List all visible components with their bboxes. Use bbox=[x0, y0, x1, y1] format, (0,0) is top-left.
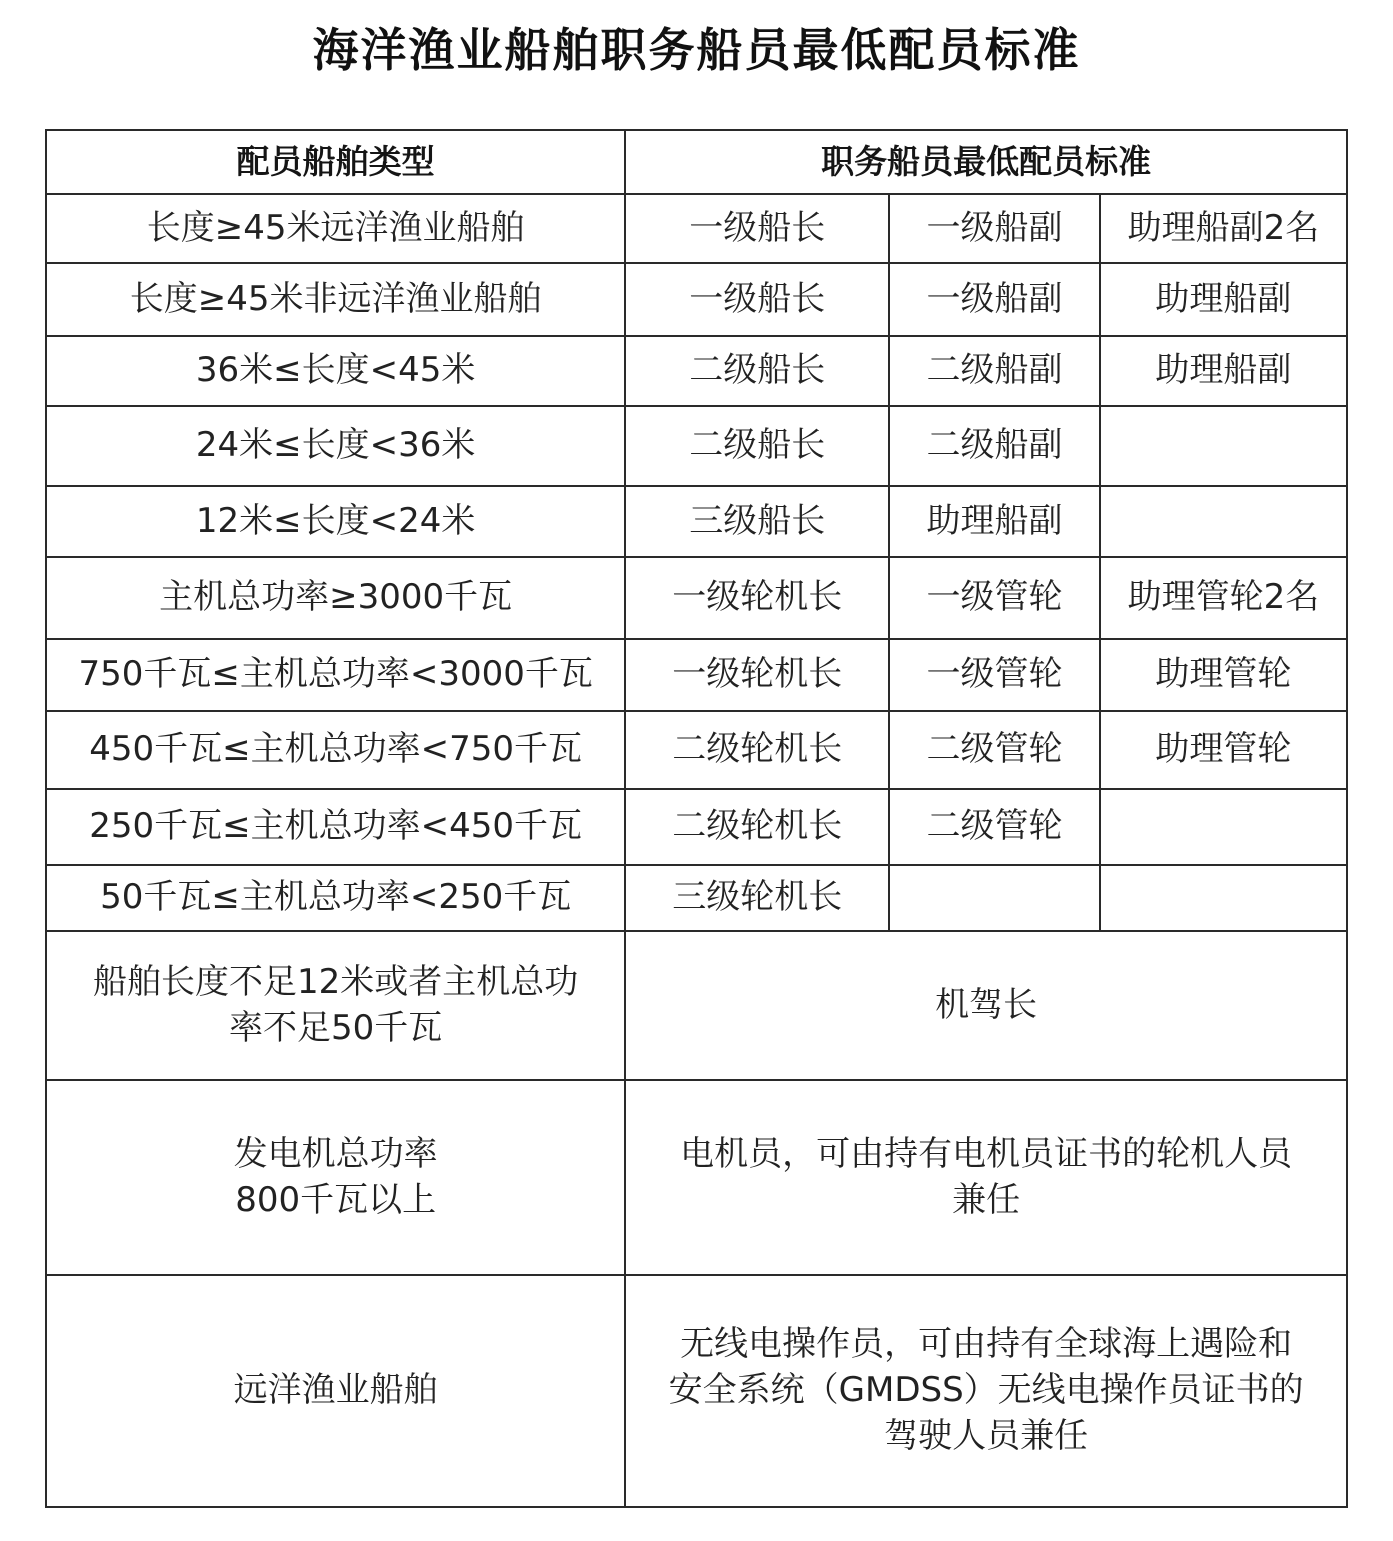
crew-cell: 一级船长 bbox=[625, 194, 889, 263]
table-row bbox=[46, 406, 1347, 486]
crew-cell bbox=[1100, 486, 1347, 557]
crew-standard-line: 安全系统（GMDSS）无线电操作员证书的 bbox=[668, 1370, 1304, 1411]
crew-cell: 一级轮机长 bbox=[625, 639, 889, 711]
vessel-type-line: 船舶长度不足12米或者主机总功 bbox=[93, 961, 579, 1002]
crew-cell: 一级管轮 bbox=[889, 557, 1100, 639]
crew-cell bbox=[1100, 406, 1347, 486]
crew-standard-cell bbox=[625, 931, 1347, 1080]
vessel-type-cell: 250千瓦≤主机总功率<450千瓦 bbox=[46, 789, 625, 865]
crew-standard-cell bbox=[625, 1275, 1347, 1507]
crew-cell: 一级船长 bbox=[625, 263, 889, 336]
crew-cell: 助理管轮 bbox=[1100, 639, 1347, 711]
crew-cell bbox=[1100, 865, 1347, 931]
crew-cell: 助理管轮 bbox=[1100, 711, 1347, 789]
crew-cell: 助理船副 bbox=[889, 486, 1100, 557]
vessel-type-cell: 750千瓦≤主机总功率<3000千瓦 bbox=[46, 639, 625, 711]
table-row bbox=[46, 865, 1347, 931]
page-title: 海洋渔业船舶职务船员最低配员标准 bbox=[312, 23, 1081, 77]
header-vessel-type: 配员船舶类型 bbox=[46, 130, 625, 194]
crew-standard-cell bbox=[625, 1080, 1347, 1275]
vessel-type-cell: 12米≤长度<24米 bbox=[46, 486, 625, 557]
crew-cell: 二级船副 bbox=[889, 336, 1100, 406]
vessel-type-cell: 36米≤长度<45米 bbox=[46, 336, 625, 406]
crew-cell: 助理船副 bbox=[1100, 263, 1347, 336]
crew-cell: 助理船副 bbox=[1100, 336, 1347, 406]
crew-cell: 二级管轮 bbox=[889, 711, 1100, 789]
crew-standard-line: 机驾长 bbox=[935, 984, 1038, 1025]
vessel-type-line: 发电机总功率 bbox=[233, 1133, 438, 1174]
crew-cell: 助理管轮2名 bbox=[1100, 557, 1347, 639]
crew-cell: 三级船长 bbox=[625, 486, 889, 557]
vessel-type-cell: 24米≤长度<36米 bbox=[46, 406, 625, 486]
crew-cell bbox=[889, 865, 1100, 931]
vessel-type-cell: 长度≥45米远洋渔业船舶 bbox=[46, 194, 625, 263]
vessel-type-cell: 450千瓦≤主机总功率<750千瓦 bbox=[46, 711, 625, 789]
vessel-type-cell bbox=[46, 1080, 625, 1275]
crew-cell: 助理船副2名 bbox=[1100, 194, 1347, 263]
table-row bbox=[46, 263, 1347, 336]
header-crew-standard: 职务船员最低配员标准 bbox=[625, 130, 1347, 194]
crew-cell: 二级轮机长 bbox=[625, 789, 889, 865]
table-row bbox=[46, 486, 1347, 557]
crew-cell: 二级轮机长 bbox=[625, 711, 889, 789]
table-row bbox=[46, 931, 1347, 1080]
table-header-row bbox=[46, 130, 1347, 194]
crew-standard-table bbox=[45, 129, 1348, 1508]
vessel-type-cell bbox=[46, 931, 625, 1080]
vessel-type-cell bbox=[46, 1275, 625, 1507]
crew-cell: 三级轮机长 bbox=[625, 865, 889, 931]
table-row bbox=[46, 1080, 1347, 1275]
table-row bbox=[46, 557, 1347, 639]
table-row bbox=[46, 336, 1347, 406]
crew-cell: 二级船长 bbox=[625, 336, 889, 406]
vessel-type-line: 率不足50千瓦 bbox=[229, 1007, 443, 1048]
crew-standard-line: 无线电操作员，可由持有全球海上遇险和 bbox=[680, 1324, 1293, 1365]
crew-cell: 二级管轮 bbox=[889, 789, 1100, 865]
vessel-type-cell: 主机总功率≥3000千瓦 bbox=[46, 557, 625, 639]
table-row bbox=[46, 789, 1347, 865]
table-row bbox=[46, 639, 1347, 711]
crew-cell: 一级管轮 bbox=[889, 639, 1100, 711]
crew-cell: 二级船副 bbox=[889, 406, 1100, 486]
crew-standard-line: 电机员，可由持有电机员证书的轮机人员 bbox=[680, 1133, 1293, 1174]
crew-cell: 一级船副 bbox=[889, 263, 1100, 336]
vessel-type-cell: 50千瓦≤主机总功率<250千瓦 bbox=[46, 865, 625, 931]
vessel-type-line: 800千瓦以上 bbox=[235, 1179, 437, 1220]
table-row bbox=[46, 711, 1347, 789]
table-row bbox=[46, 1275, 1347, 1507]
crew-cell bbox=[1100, 789, 1347, 865]
table-row bbox=[46, 194, 1347, 263]
crew-cell: 二级船长 bbox=[625, 406, 889, 486]
crew-standard-line: 驾驶人员兼任 bbox=[884, 1415, 1089, 1456]
vessel-type-line: 远洋渔业船舶 bbox=[233, 1370, 438, 1411]
crew-cell: 一级船副 bbox=[889, 194, 1100, 263]
crew-cell: 一级轮机长 bbox=[625, 557, 889, 639]
crew-standard-line: 兼任 bbox=[952, 1179, 1021, 1220]
vessel-type-cell: 长度≥45米非远洋渔业船舶 bbox=[46, 263, 625, 336]
